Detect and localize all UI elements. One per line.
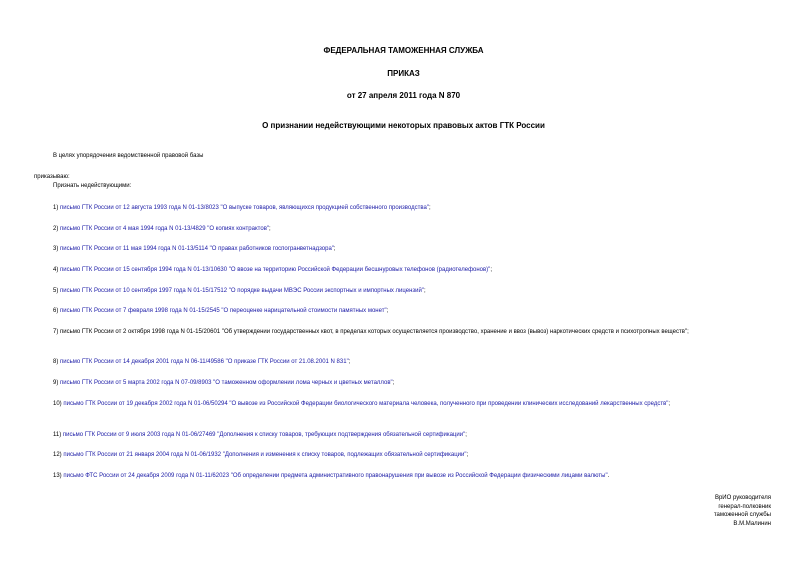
list-item: 12) письмо ГТК России от 21 января 2004 года N 01-06/1932 "Дополнения и изменения к списку товаров, подлежащих обязательной сертификации"; (53, 452, 469, 458)
item-text: письмо ГТК России от 2 октября 1998 года N 01-15/20601 "Об утверждении государственных квот, в пределах которых осуществляется производство, хранение и ввоз (вывоз) наркотических средств и психотропных веществ"; (60, 329, 689, 335)
preamble-intro: В целях упорядочения ведомственной правовой базы (53, 153, 204, 159)
preamble-order: приказываю: (34, 174, 70, 180)
item-link[interactable]: письмо ФТС России от 24 декабря 2009 года N 01-11/62023 "Об определении предмета административного правонарушения при вывозе из Российской Федерации физическими лицами валюты" (63, 473, 608, 479)
preamble-declare: Признать недействующими: (53, 183, 132, 189)
list-item: 8) письмо ГТК России от 14 декабря 2001 года N 06-11/49586 "О приказе ГТК России от 21.08.2001 N 831"; (53, 359, 351, 365)
item-link[interactable]: письмо ГТК России от 10 сентября 1997 года N 01-15/17512 "О порядке выдачи МВЭС России экспортных и импортных лицензий" (60, 288, 425, 294)
doc-date-number: от 27 апреля 2011 года N 870 (346, 91, 461, 100)
item-link[interactable]: письмо ГТК России от 14 декабря 2001 года N 06-11/49586 "О приказе ГТК России от 21.08.2001 N 831" (60, 359, 349, 365)
list-item: 1) письмо ГТК России от 12 августа 1993 года N 01-13/8023 "О выпуске товаров, являющихся продукцией собственного производства"; (53, 205, 431, 211)
item-link[interactable]: письмо ГТК России от 9 июля 2003 года N 01-06/27469 "Дополнения к списку товаров, требующих подтверждения обязательной сертификации" (62, 432, 466, 438)
list-item: 9) письмо ГТК России от 5 марта 2002 года N 07-09/8903 "О таможенном оформлении лома черных и цветных металлов"; (53, 380, 395, 386)
list-item: 5) письмо ГТК России от 10 сентября 1997 года N 01-15/17512 "О порядке выдачи МВЭС России экспортных и импортных лицензий"; (53, 288, 426, 294)
list-item: 2) письмо ГТК России от 4 мая 1994 года N 01-13/4829 "О копиях контрактов"; (53, 226, 271, 232)
signature-line: ВрИО руководителя (714, 495, 771, 501)
list-item: 6) письмо ГТК России от 7 февраля 1998 года N 01-15/2545 "О переоценке нарицательной стоимости памятных монет"; (53, 308, 389, 314)
list-item: 3) письмо ГТК России от 11 мая 1994 года N 01-13/5114 "О правах работников госпогранветнадзора"; (53, 246, 336, 252)
item-link[interactable]: письмо ГТК России от 4 мая 1994 года N 01-13/4829 "О копиях контрактов" (60, 226, 270, 232)
agency-name: ФЕДЕРАЛЬНАЯ ТАМОЖЕННАЯ СЛУЖБА (323, 46, 484, 55)
item-link[interactable]: письмо ГТК России от 21 января 2004 года N 01-06/1932 "Дополнения и изменения к списку товаров, подлежащих обязательной сертификации" (63, 452, 467, 458)
item-link[interactable]: письмо ГТК России от 15 сентября 1994 года N 01-13/10630 "О ввозе на территорию Российской Федерации бесшнуровых телефонов (радиотелефонов)" (60, 267, 491, 273)
doc-type: ПРИКАЗ (387, 69, 420, 78)
list-item: 10) письмо ГТК России от 19 декабря 2002 года N 01-06/50294 "О вывозе из Российской Федерации биологического материала человека, полученного при проведении клинических исследований лекарственных средств"; (53, 401, 671, 407)
list-item: 13) письмо ФТС России от 24 декабря 2009 года N 01-11/62023 "Об определении предмета административного правонарушения при вывозе из Российской Федерации физическими лицами валюты". (53, 473, 610, 479)
item-link[interactable]: письмо ГТК России от 5 марта 2002 года N 07-09/8903 "О таможенном оформлении лома черных и цветных металлов" (60, 380, 393, 386)
signature-block (714, 494, 771, 528)
signature-line: таможенной службы (713, 512, 771, 518)
signer-name: В.М.Малинин (733, 520, 771, 527)
list-item: 4) письмо ГТК России от 15 сентября 1994 года N 01-13/10630 "О ввозе на территорию Российской Федерации бесшнуровых телефонов (радиотелефонов)"; (53, 267, 492, 273)
item-link[interactable]: письмо ГТК России от 7 февраля 1998 года N 01-15/2545 "О переоценке нарицательной стоимости памятных монет" (60, 308, 387, 314)
signature-line: генерал-полковник (718, 503, 771, 510)
list-item: 7) письмо ГТК России от 2 октября 1998 года N 01-15/20601 "Об утверждении государственных квот, в пределах которых осуществляется производство, хранение и ввоз (вывоз) наркотических средств и психотропных веществ"; (53, 329, 689, 335)
list-item: 11) письмо ГТК России от 9 июля 2003 года N 01-06/27469 "Дополнения к списку товаров, требующих подтверждения обязательной сертификации"; (53, 432, 467, 438)
item-link[interactable]: письмо ГТК России от 19 декабря 2002 года N 01-06/50294 "О вывозе из Российской Федерации биологического материала человека, полученного при проведении клинических исследований лекарственных средств" (63, 401, 669, 407)
item-link[interactable]: письмо ГТК России от 12 августа 1993 года N 01-13/8023 "О выпуске товаров, являющихся продукцией собственного производства" (60, 205, 429, 211)
doc-title: О признании недействующими некоторых правовых актов ГТК России (262, 121, 545, 130)
item-link[interactable]: письмо ГТК России от 11 мая 1994 года N 01-13/5114 "О правах работников госпогранветнадзора" (60, 246, 334, 252)
